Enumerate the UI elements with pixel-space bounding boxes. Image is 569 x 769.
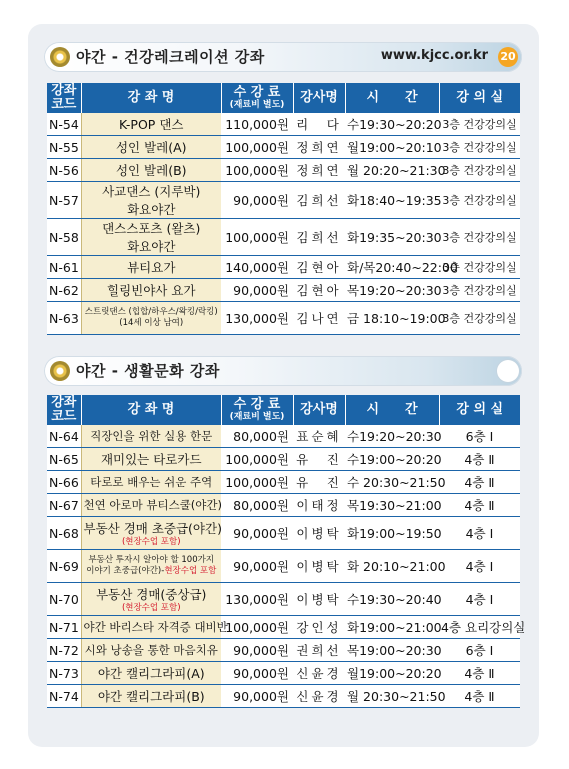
course-fee: 90,000원 (221, 639, 293, 662)
course-code: N-55 (47, 136, 81, 159)
course-fee: 100,000원 (221, 471, 293, 494)
class-time: 목19:20~20:30 (345, 279, 439, 302)
course-name: 부동산 경매(중상급) (현장수업 포함) (81, 583, 221, 616)
instructor: 신윤경 (293, 685, 345, 708)
course-code: N-69 (47, 550, 81, 583)
course-code: N-74 (47, 685, 81, 708)
class-time: 수19:30~20:40 (345, 583, 439, 616)
page-number-badge: 20 (498, 47, 518, 67)
col-course: 강 좌 명 (81, 83, 221, 113)
col-room: 강 의 실 (439, 395, 520, 425)
course-name: 성인 발레(B) (81, 159, 221, 182)
instructor: 정희연 (293, 136, 345, 159)
course-name: 사교댄스 (지루박) 화요야간 (81, 182, 221, 219)
instructor: 정희연 (293, 159, 345, 182)
course-fee: 80,000원 (221, 425, 293, 448)
instructor: 신윤경 (293, 662, 345, 685)
classroom: 4층 Ⅱ (439, 471, 520, 494)
course-code: N-61 (47, 256, 81, 279)
course-fee: 90,000원 (221, 685, 293, 708)
classroom: 4층 Ⅰ (439, 550, 520, 583)
instructor: 김희선 (293, 182, 345, 219)
table-row (47, 182, 520, 219)
table-row (47, 517, 520, 550)
course-name: 댄스스포츠 (왈츠) 화요야간 (81, 219, 221, 256)
course-name: 야간 바리스타 자격증 대비반 (81, 616, 221, 639)
class-time: 수19:00~20:20 (345, 448, 439, 471)
section-title: 야간 - 건강레크레이션 강좌 (76, 48, 265, 66)
course-name: 스트릿댄스 (힙합/하우스/왁킹/락킹) (14세 이상 남여) (81, 302, 221, 335)
course-code: N-71 (47, 616, 81, 639)
instructor: 이병탁 (293, 517, 345, 550)
course-name: 직장인을 위한 실용 한문 (81, 425, 221, 448)
course-fee: 100,000원 (221, 448, 293, 471)
course-name: 재미있는 타로카드 (81, 448, 221, 471)
course-name: 천연 아로마 뷰티스쿨(야간) (81, 494, 221, 517)
health-course-table (47, 83, 520, 335)
col-time: 시 간 (345, 395, 439, 425)
table-row (47, 583, 520, 616)
course-name: 부동산 경매 초중급(야간) (현장수업 포함) (81, 517, 221, 550)
col-instructor: 강사명 (293, 83, 345, 113)
instructor: 표순혜 (293, 425, 345, 448)
table-row (47, 550, 520, 583)
instructor: 김희선 (293, 219, 345, 256)
class-time: 월 20:30~21:50 (345, 685, 439, 708)
course-fee: 100,000원 (221, 616, 293, 639)
course-code: N-67 (47, 494, 81, 517)
table-row (47, 136, 520, 159)
col-room: 강 의 실 (439, 83, 520, 113)
classroom: 4층 요리강의실 (439, 616, 520, 639)
col-code: 강좌 코드 (47, 395, 81, 425)
course-fee: 110,000원 (221, 113, 293, 136)
course-name: 힐링빈야사 요가 (81, 279, 221, 302)
classroom: 4층 Ⅱ (439, 494, 520, 517)
classroom: 6층 Ⅰ (439, 425, 520, 448)
table-row (47, 113, 520, 136)
col-fee: 수 강 료 (재료비 별도) (221, 83, 293, 113)
class-time: 수 20:30~21:50 (345, 471, 439, 494)
classroom: 3층 건강강의실 (439, 182, 520, 219)
course-code: N-54 (47, 113, 81, 136)
classroom: 3층 건강강의실 (439, 302, 520, 335)
class-time: 금 18:10~19:00 (345, 302, 439, 335)
classroom: 6층 Ⅰ (439, 639, 520, 662)
course-code: N-65 (47, 448, 81, 471)
classroom: 3층 건강강의실 (439, 256, 520, 279)
class-time: 화/목20:40~22:00 (345, 256, 439, 279)
class-time: 월19:00~20:20 (345, 662, 439, 685)
section-title: 야간 - 생활문화 강좌 (76, 362, 220, 380)
course-code: N-73 (47, 662, 81, 685)
col-time: 시 간 (345, 83, 439, 113)
course-fee: 90,000원 (221, 517, 293, 550)
table-row (47, 685, 520, 708)
instructor: 김나연 (293, 302, 345, 335)
class-time: 월19:00~20:10 (345, 136, 439, 159)
classroom: 4층 Ⅱ (439, 448, 520, 471)
instructor: 유 진 (293, 448, 345, 471)
instructor: 이병탁 (293, 550, 345, 583)
table-row (47, 471, 520, 494)
course-name: 부동산 투자시 알아야 할 100가지 이야기 초중급(야간)-현장수업 포함 (81, 550, 221, 583)
table-row (47, 159, 520, 182)
instructor: 유 진 (293, 471, 345, 494)
class-time: 목19:30~21:00 (345, 494, 439, 517)
table-row (47, 494, 520, 517)
course-code: N-70 (47, 583, 81, 616)
course-name: 야간 캘리그라피(A) (81, 662, 221, 685)
instructor: 이태정 (293, 494, 345, 517)
course-code: N-57 (47, 182, 81, 219)
course-code: N-63 (47, 302, 81, 335)
classroom: 3층 건강강의실 (439, 279, 520, 302)
course-code: N-72 (47, 639, 81, 662)
course-fee: 100,000원 (221, 159, 293, 182)
class-time: 목19:00~20:30 (345, 639, 439, 662)
instructor: 김현아 (293, 256, 345, 279)
table-row (47, 616, 520, 639)
classroom: 4층 Ⅰ (439, 517, 520, 550)
course-fee: 140,000원 (221, 256, 293, 279)
classroom: 4층 Ⅰ (439, 583, 520, 616)
class-time: 수19:20~20:30 (345, 425, 439, 448)
class-time: 수19:30~20:20 (345, 113, 439, 136)
classroom: 4층 Ⅱ (439, 685, 520, 708)
course-fee: 130,000원 (221, 583, 293, 616)
course-code: N-58 (47, 219, 81, 256)
table-row (47, 662, 520, 685)
instructor: 이병탁 (293, 583, 345, 616)
class-time: 화19:00~19:50 (345, 517, 439, 550)
course-fee: 90,000원 (221, 279, 293, 302)
table-row (47, 279, 520, 302)
class-time: 화 20:10~21:00 (345, 550, 439, 583)
classroom: 3층 건강강의실 (439, 159, 520, 182)
course-name: K-POP 댄스 (81, 113, 221, 136)
instructor: 리 다 (293, 113, 345, 136)
table-row (47, 219, 520, 256)
section-header-culture (44, 356, 522, 386)
col-instructor: 강사명 (293, 395, 345, 425)
website-url: www.kjcc.or.kr (380, 48, 488, 63)
table-row (47, 256, 520, 279)
course-fee: 100,000원 (221, 136, 293, 159)
course-code: N-62 (47, 279, 81, 302)
circle-icon (497, 360, 519, 382)
class-time: 화18:40~19:35 (345, 182, 439, 219)
table-row (47, 425, 520, 448)
course-fee: 90,000원 (221, 550, 293, 583)
col-course: 강 좌 명 (81, 395, 221, 425)
table-row (47, 639, 520, 662)
course-code: N-56 (47, 159, 81, 182)
course-fee: 90,000원 (221, 182, 293, 219)
course-name: 뷰티요가 (81, 256, 221, 279)
course-fee: 100,000원 (221, 219, 293, 256)
classroom: 3층 건강강의실 (439, 136, 520, 159)
table-row (47, 302, 520, 335)
course-name: 시와 낭송을 통한 마음치유 (81, 639, 221, 662)
table-row (47, 448, 520, 471)
culture-course-table (47, 395, 526, 708)
course-code: N-64 (47, 425, 81, 448)
section-header-health (44, 42, 522, 72)
course-fee: 130,000원 (221, 302, 293, 335)
course-fee: 90,000원 (221, 662, 293, 685)
classroom: 4층 Ⅱ (439, 662, 520, 685)
instructor: 강인성 (293, 616, 345, 639)
instructor: 권희선 (293, 639, 345, 662)
class-time: 화19:35~20:30 (345, 219, 439, 256)
classroom: 3층 건강강의실 (439, 113, 520, 136)
col-code: 강좌 코드 (47, 83, 81, 113)
course-code: N-66 (47, 471, 81, 494)
course-name: 타로로 배우는 쉬운 주역 (81, 471, 221, 494)
course-fee: 80,000원 (221, 494, 293, 517)
classroom: 3층 건강강의실 (439, 219, 520, 256)
col-fee: 수 강 료 (재료비 별도) (221, 395, 293, 425)
class-time: 월 20:20~21:30 (345, 159, 439, 182)
course-code: N-68 (47, 517, 81, 550)
course-name: 성인 발레(A) (81, 136, 221, 159)
flower-icon (50, 47, 70, 67)
flower-icon (50, 361, 70, 381)
instructor: 김현아 (293, 279, 345, 302)
course-name: 야간 캘리그라피(B) (81, 685, 221, 708)
class-time: 화19:00~21:00 (345, 616, 439, 639)
